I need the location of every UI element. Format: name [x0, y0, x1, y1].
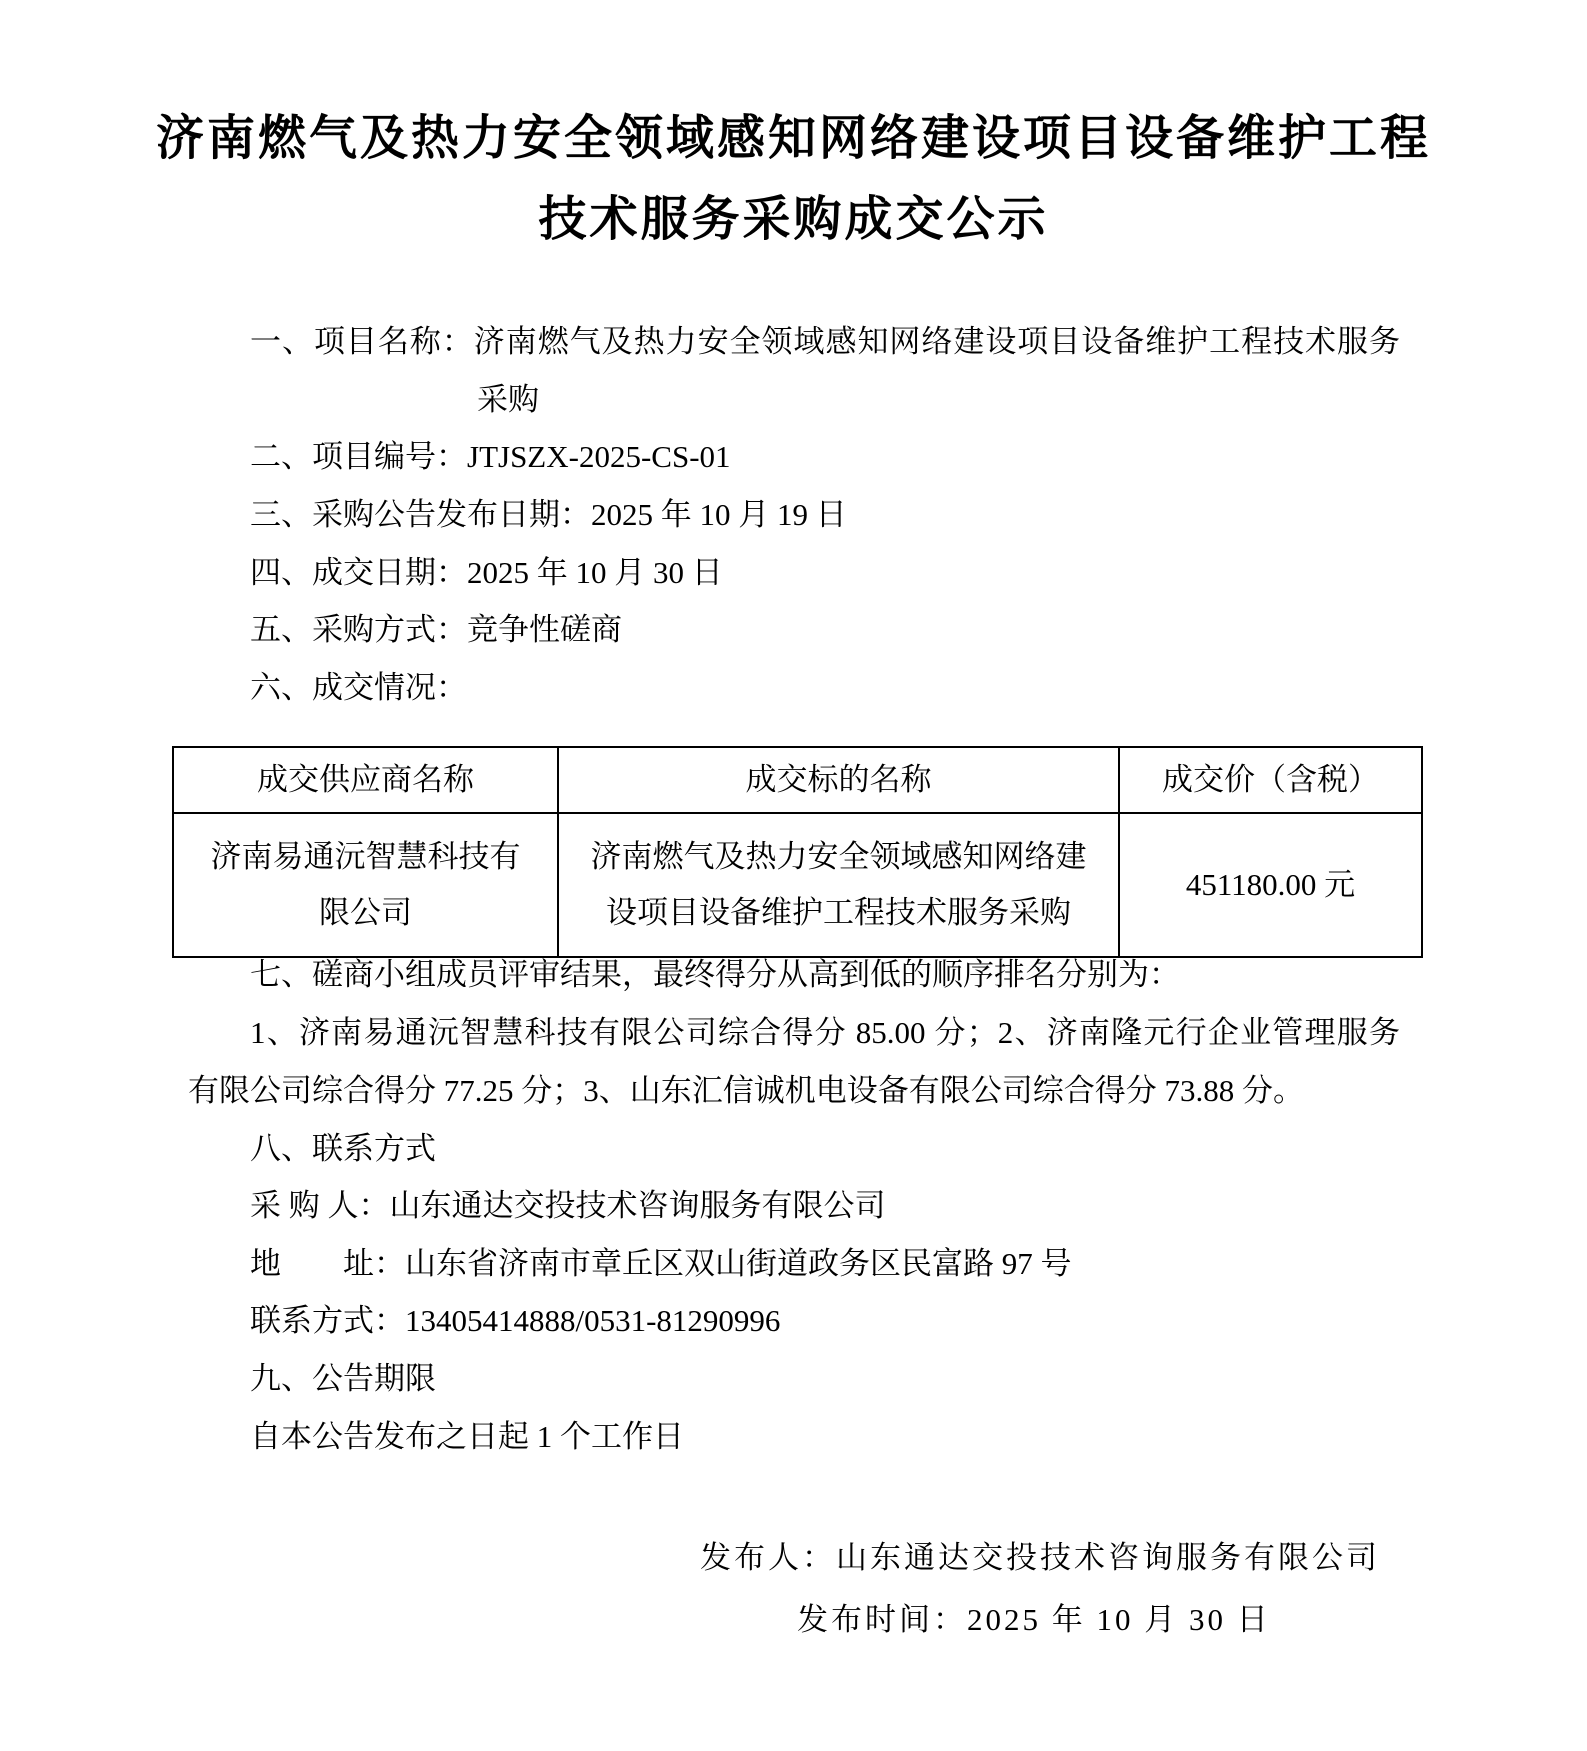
- purchaser-line: 采 购 人：山东通达交投技术咨询服务有限公司: [250, 1188, 886, 1223]
- award-result-table: [172, 746, 1423, 958]
- publish-date-line: 发布时间：2025 年 10 月 30 日: [797, 1602, 1271, 1637]
- header-price-with-tax: 成交价（含税）: [1119, 747, 1422, 813]
- cell-price: 451180.00 元: [1119, 813, 1422, 957]
- item-4-award-date: 四、成交日期：2025 年 10 月 30 日: [250, 555, 723, 590]
- cell-supplier-name: 济南易通沅智慧科技有限公司: [173, 813, 558, 957]
- title-line-2: 技术服务采购成交公示: [538, 193, 1049, 246]
- title-line-1: 济南燃气及热力安全领域感知网络建设项目设备维护工程: [155, 112, 1431, 165]
- cell-subject-name: 济南燃气及热力安全领域感知网络建设项目设备维护工程技术服务采购: [558, 813, 1119, 957]
- item-5-procurement-method: 五、采购方式：竞争性磋商: [250, 612, 622, 647]
- section-7-ranking-line-1: 1、济南易通沅智慧科技有限公司综合得分 85.00 分；2、济南隆元行企业管理服务: [250, 1015, 1400, 1050]
- item-1-project-name-line-1: 一、项目名称：济南燃气及热力安全领域感知网络建设项目设备维护工程技术服务: [250, 324, 1400, 359]
- contact-line: 联系方式：13405414888/0531-81290996: [250, 1303, 781, 1338]
- header-subject-name: 成交标的名称: [558, 747, 1119, 813]
- page-title: [0, 98, 1587, 260]
- address-line: 地 址：山东省济南市章丘区双山街道政务区民富路 97 号: [250, 1246, 1072, 1281]
- item-1-project-name-line-2: 采购: [477, 382, 539, 417]
- item-2-project-number: 二、项目编号：JTJSZX-2025-CS-01: [250, 439, 731, 474]
- section-8-heading: 八、联系方式: [250, 1131, 436, 1166]
- header-supplier-name: 成交供应商名称: [173, 747, 558, 813]
- section-7-ranking-line-2: 有限公司综合得分 77.25 分；3、山东汇信诚机电设备有限公司综合得分 73.88 分。: [188, 1073, 1304, 1108]
- announcement-period-line: 自本公告发布之日起 1 个工作日: [250, 1419, 684, 1454]
- table-row: [173, 813, 1422, 957]
- item-6-award-result-label: 六、成交情况：: [250, 670, 467, 705]
- publisher-line: 发布人：山东通达交投技术咨询服务有限公司: [700, 1540, 1380, 1575]
- item-3-announcement-date: 三、采购公告发布日期：2025 年 10 月 19 日: [250, 497, 847, 532]
- section-9-heading: 九、公告期限: [250, 1361, 436, 1396]
- section-7-heading: 七、磋商小组成员评审结果，最终得分从高到低的顺序排名分别为：: [250, 957, 1180, 992]
- table-header-row: [173, 747, 1422, 813]
